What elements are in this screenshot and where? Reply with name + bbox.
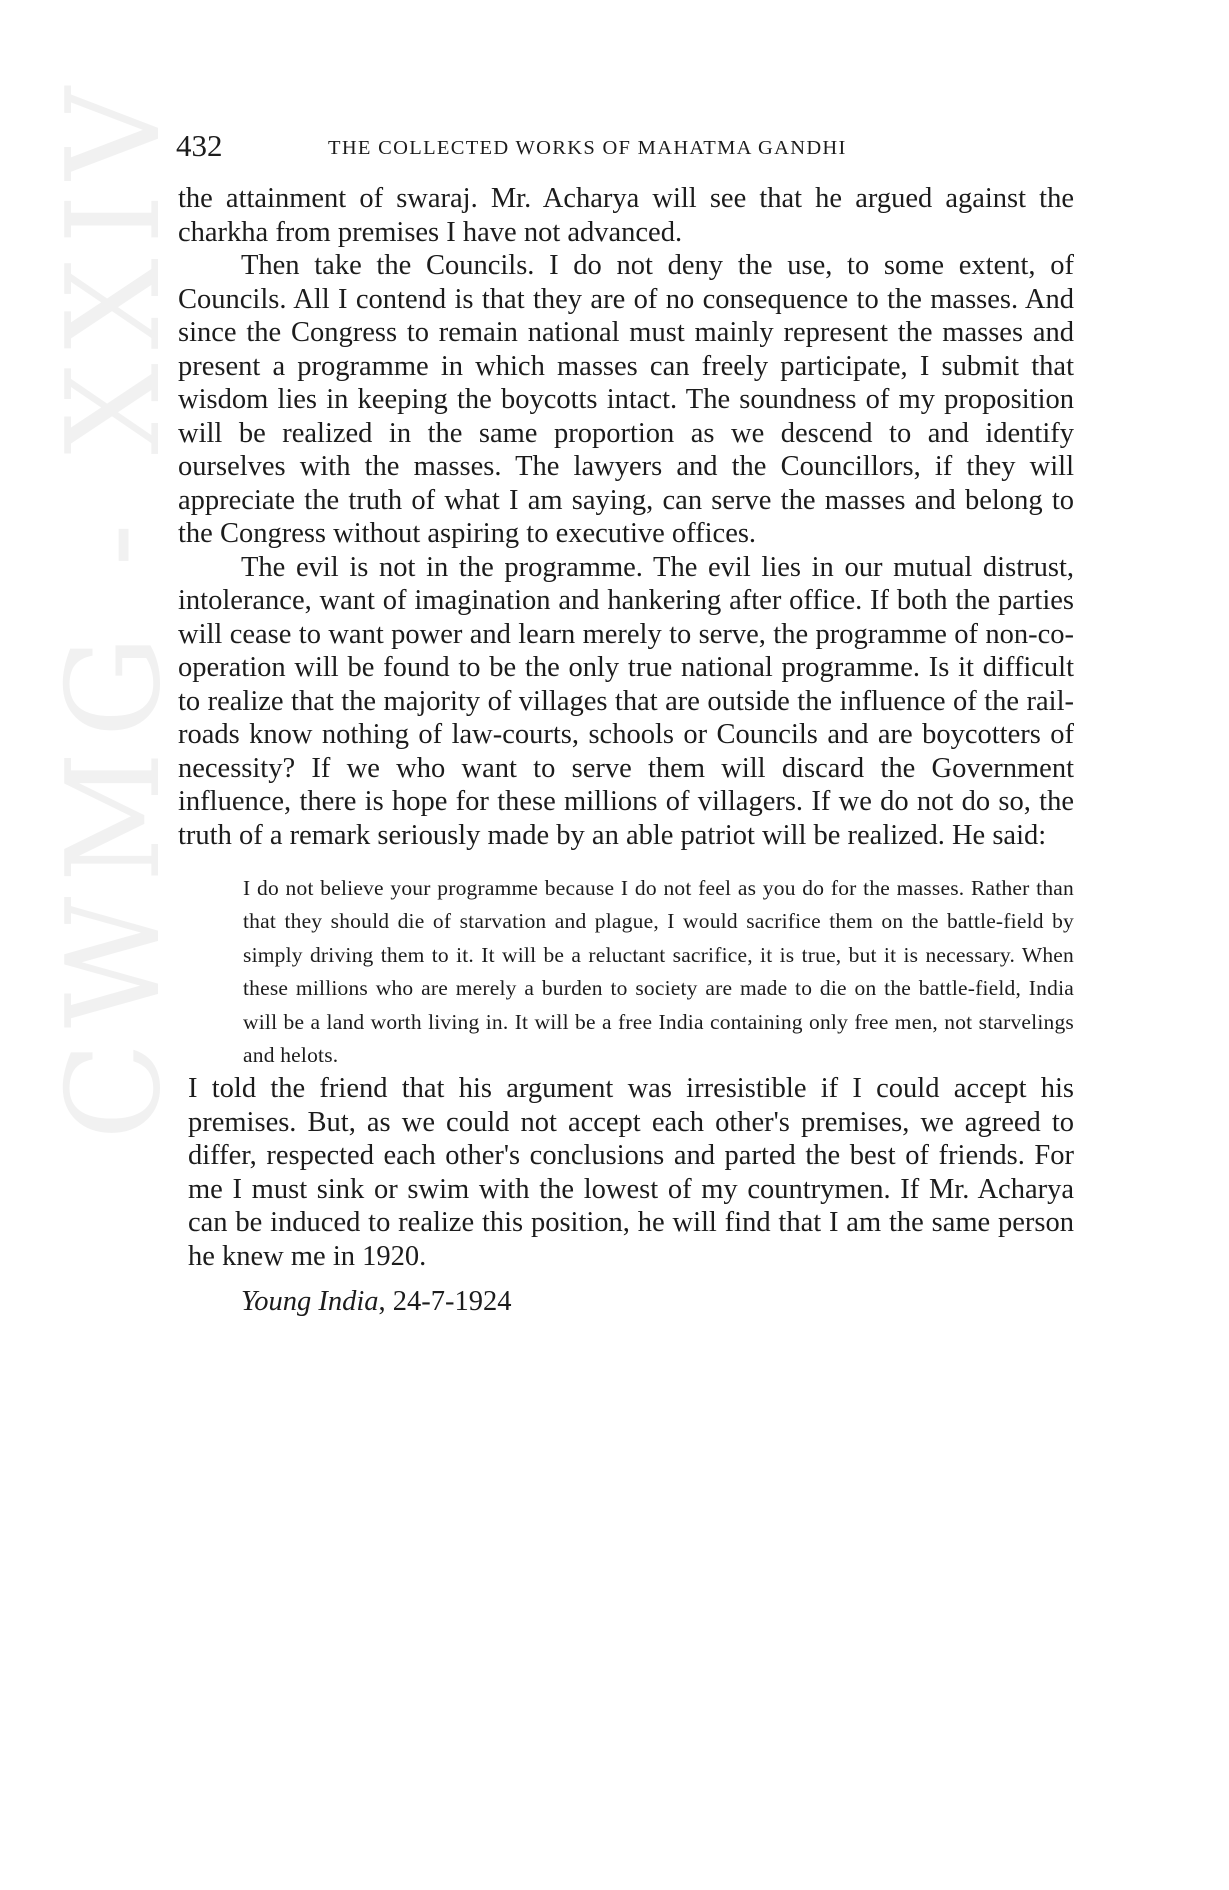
- source-publication: Young India: [241, 1286, 379, 1318]
- source-citation: [178, 1285, 1074, 1319]
- page-header: [176, 128, 1076, 168]
- source-date: , 24-7-1924: [378, 1286, 512, 1318]
- watermark: CWMG - XXIV: [40, 73, 189, 1140]
- paragraph-closing: I told the friend that his argument was irresistible if I could accept his premises. But, as we could not accept each other's premises, we agreed to differ, respected each other's conclusions and parted the best of friends. For me I must sink or swim with the lowest of my countrymen. If Mr. Acharya can be induced to realize this position, he will find that I am the same person he knew me in 1920.: [188, 1073, 1074, 1272]
- paragraph-evil: The evil is not in the programme. The evil lies in our mutual distrust, intolerance, want of imagination and hankering after office. If both the parties will cease to want power and learn merely to serve, the programme of non-co-operation will be found to be the only true national programme. Is it difficult to realize that the majority of villages that are outside the influence of the rail-roads know nothing of law-courts, schools or Councils and are boycotters of necessity? If we who want to serve them will discard the Government influence, there is hope for these millions of villagers. If we do not do so, the truth of a remark seriously made by an able patriot will be realized. He said:: [178, 551, 1074, 851]
- paragraph-continuation: the attainment of swaraj. Mr. Acharya will see that he argued against the charkha from premises I have not advanced.: [178, 183, 1074, 248]
- page-body: [178, 182, 1074, 1319]
- page-number: 432: [176, 128, 223, 163]
- paragraph-councils: Then take the Councils. I do not deny the use, to some extent, of Councils. All I contend is that they are of no consequence to the masses. And since the Congress to remain national must mainly represent the masses and present a programme in which masses can freely participate, I submit that wisdom lies in keeping the boycotts intact. The soundness of my proposition will be realized in the same proportion as we descend to and identify ourselves with the masses. The lawyers and the Councillors, if they will appreciate the truth of what I am saying, can serve the masses and belong to the Congress without aspiring to executive offices.: [178, 250, 1074, 549]
- running-title: THE COLLECTED WORKS OF MAHATMA GANDHI: [328, 137, 847, 159]
- block-quote: I do not believe your programme because I do not feel as you do for the masses. Rather than that they should die of starvation and plague, I would sacrifice them on the battle-field by simply driving them to it. It will be a reluctant sacrifice, it is true, but it is necessary. When these millions who are merely a burden to society are made to die on the battle-field, India will be a land worth living in. It will be a free India containing only free men, not starvelings and helots.: [243, 876, 1074, 1068]
